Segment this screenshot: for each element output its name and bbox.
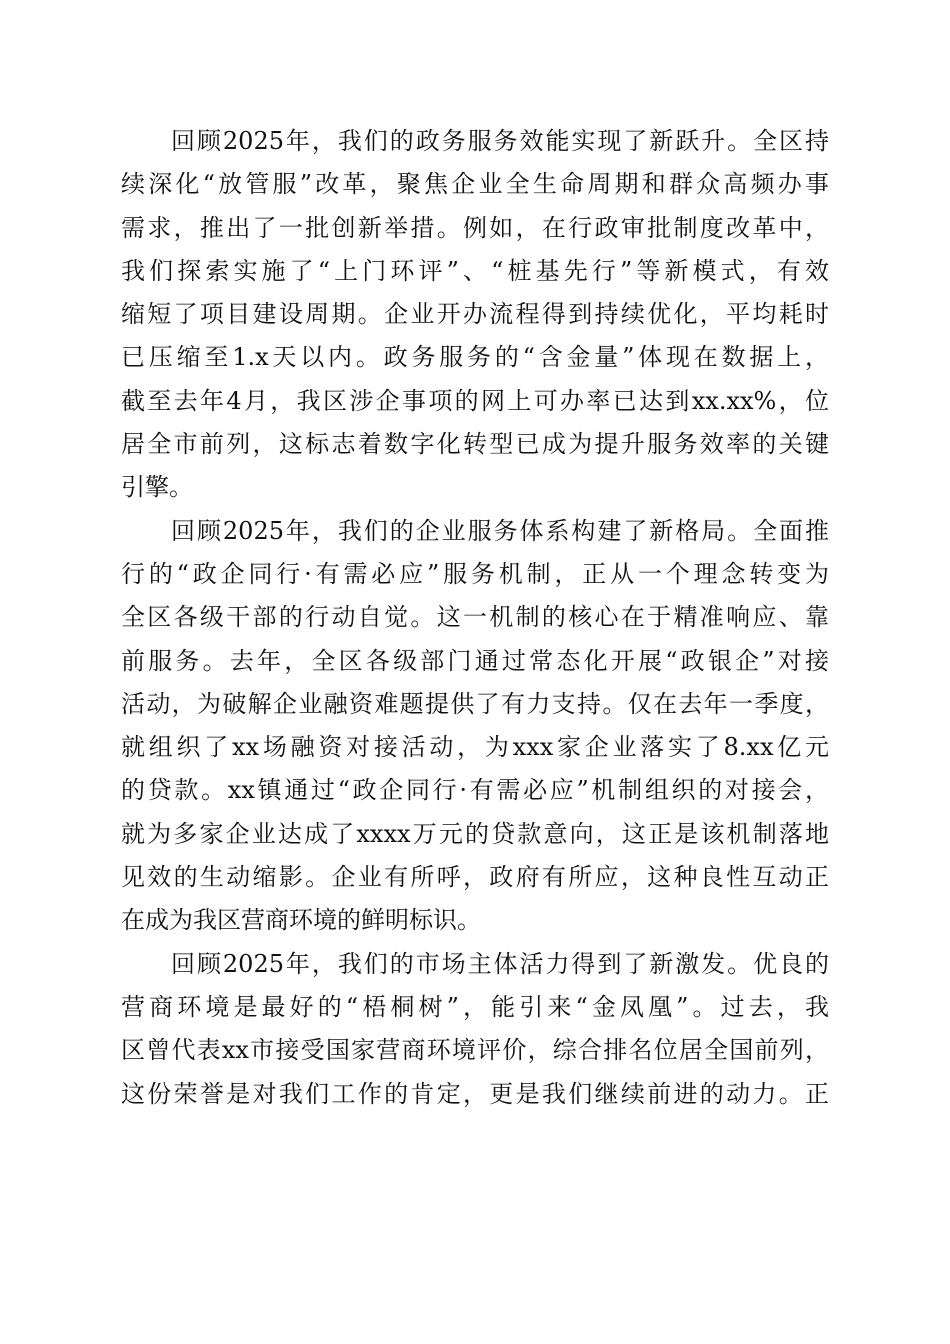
text-line: 回顾2025年，我们的市场主体活力得到了新激发。优良的 — [171, 949, 829, 978]
text-line: 前服务。去年，全区各级部门通过常态化开展“政银企”对接 — [121, 646, 829, 675]
document-body — [121, 120, 829, 1116]
text-line: 回顾2025年，我们的企业服务体系构建了新格局。全面推 — [171, 516, 829, 545]
text-line: 缩短了项目建设周期。企业开办流程得到持续优化，平均耗时 — [121, 300, 829, 329]
text-line: 区曾代表xx市接受国家营商环境评价，综合排名位居全国前列， — [121, 1036, 829, 1065]
text-line: 居全市前列，这标志着数字化转型已成为提升服务效率的关键 — [121, 430, 829, 459]
text-line: 截至去年4月，我区涉企事项的网上可办率已达到xx.xx%，位 — [121, 386, 829, 415]
text-line: 全区各级干部的行动自觉。这一机制的核心在于精准响应、靠 — [121, 603, 829, 632]
text-line: 这份荣誉是对我们工作的肯定，更是我们继续前进的动力。正 — [121, 1079, 829, 1108]
paragraph-market-vitality — [121, 943, 829, 1116]
text-line: 行的“政企同行·有需必应”服务机制，正从一个理念转变为 — [121, 559, 829, 588]
paragraph-government-services — [121, 120, 829, 510]
paragraph-enterprise-services — [121, 510, 829, 943]
text-line: 回顾2025年，我们的政务服务效能实现了新跃升。全区持 — [171, 127, 829, 155]
text-line: 需求，推出了一批创新举措。例如，在行政审批制度改革中， — [121, 213, 829, 242]
text-line: 在成为我区营商环境的鲜明标识。 — [121, 906, 481, 935]
text-line: 活动，为破解企业融资难题提供了有力支持。仅在去年一季度， — [121, 689, 829, 718]
text-line: 就组织了xx场融资对接活动，为xxx家企业落实了8.xx亿元 — [121, 733, 829, 762]
text-line: 就为多家企业达成了xxxx万元的贷款意向，这正是该机制落地 — [121, 819, 829, 848]
text-line: 续深化“放管服”改革，聚焦企业全生命周期和群众高频办事 — [121, 170, 829, 199]
text-line: 见效的生动缩影。企业有所呼，政府有所应，这种良性互动正 — [121, 863, 829, 892]
text-line: 已压缩至1.x天以内。政务服务的“含金量”体现在数据上， — [121, 343, 829, 372]
text-line: 营商环境是最好的“梧桐树”，能引来“金凤凰”。过去，我 — [121, 992, 829, 1021]
text-line: 的贷款。xx镇通过“政企同行·有需必应”机制组织的对接会， — [121, 776, 829, 805]
text-line: 我们探索实施了“上门环评”、“桩基先行”等新模式，有效 — [121, 256, 829, 285]
text-line: 引擎。 — [121, 473, 193, 502]
